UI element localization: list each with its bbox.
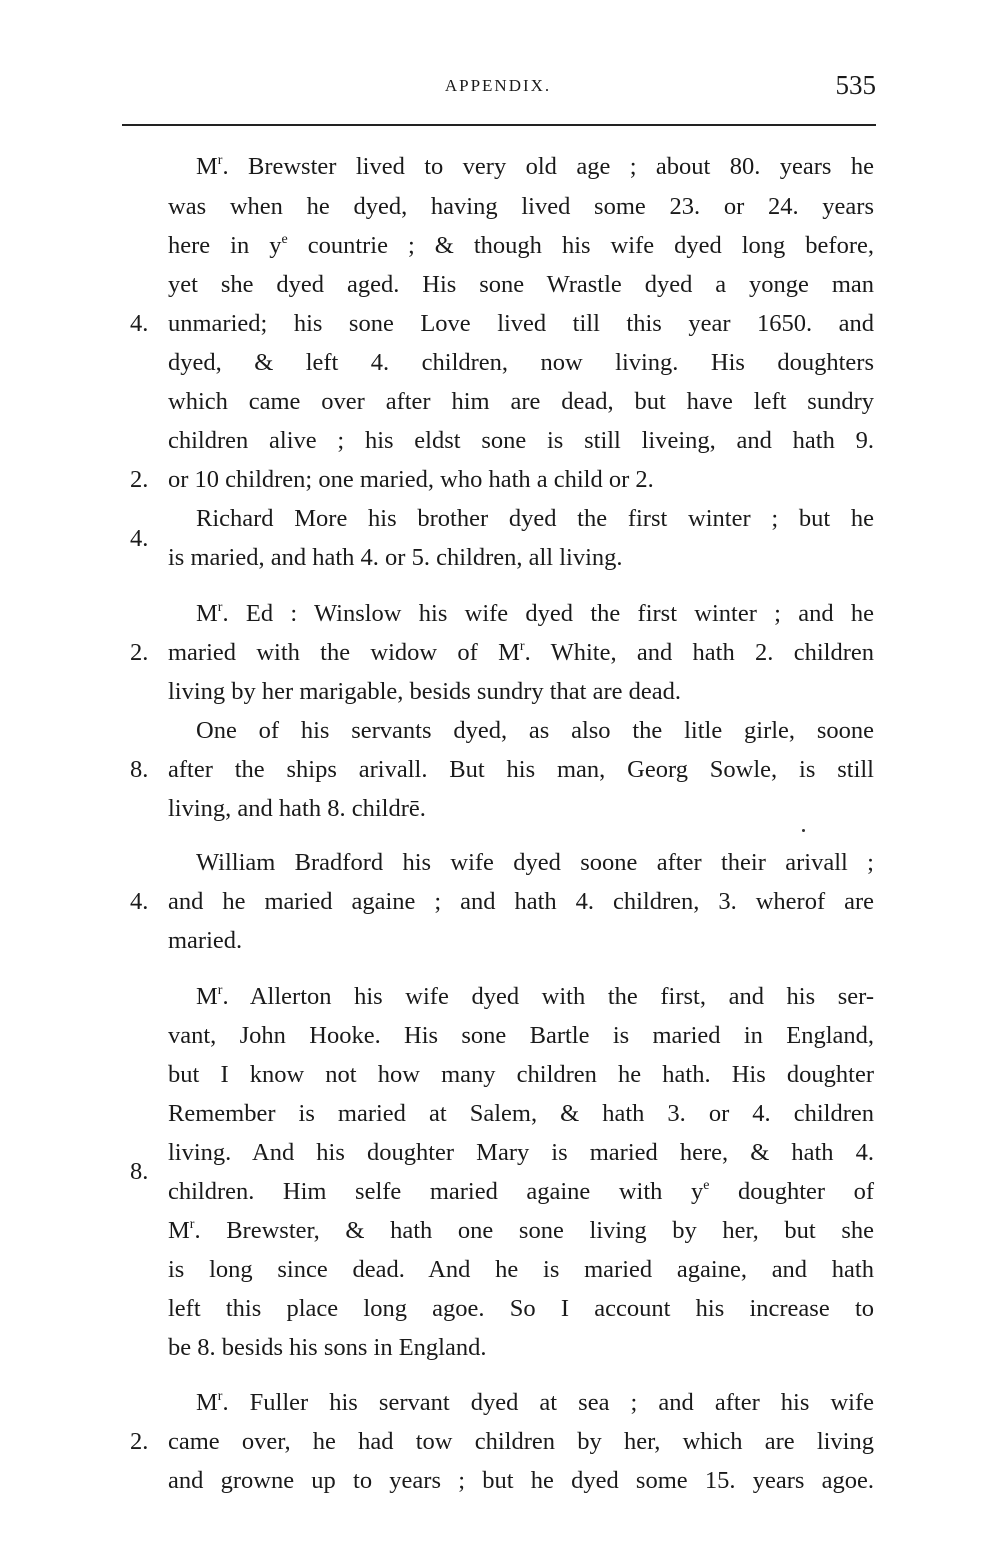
stray-mark	[802, 829, 805, 832]
text-line: unmaried; his sone Love lived till this year 1650. and	[168, 310, 874, 337]
text-line: be 8. besids his sons in England.	[168, 1334, 487, 1361]
text-line: William Bradford his wife dyed soone after their arivall ;	[196, 849, 874, 876]
margin-number: 8.	[130, 1158, 149, 1185]
text-line: or 10 children; one maried, who hath a child or 2.	[168, 466, 654, 493]
text-line: $M^r$. Brewster, & hath one sone living by her, but she	[168, 1217, 874, 1244]
margin-number: 2.	[130, 639, 149, 666]
header-rule	[122, 124, 876, 126]
page-header	[120, 70, 876, 106]
text-line: Richard More his brother dyed the first winter ; but he	[196, 505, 874, 532]
margin-number: 4.	[130, 525, 149, 552]
text-line: and he maried againe ; and hath 4. children, 3. wherof are	[168, 888, 874, 915]
margin-number: 4.	[130, 310, 149, 337]
text-line: One of his servants dyed, as also the litle girle, soone	[196, 717, 874, 744]
text-line: children alive ; his eldst sone is still liveing, and hath 9.	[168, 427, 874, 454]
text-line: is long since dead. And he is maried againe, and hath	[168, 1256, 874, 1283]
text-line: living, and hath 8. childrē.	[168, 795, 426, 822]
running-head: APPENDIX.	[444, 76, 552, 95]
text-line: Remember is maried at Salem, & hath 3. or 4. children	[168, 1100, 874, 1127]
text-line: living. And his doughter Mary is maried here, & hath 4.	[168, 1139, 874, 1166]
text-line: $M^r$. Brewster lived to very old age ; about 80. years he	[196, 153, 874, 180]
text-line: maried.	[168, 927, 243, 954]
text-line: was when he dyed, having lived some 23. or 24. years	[168, 193, 874, 220]
text-line: left this place long agoe. So I account his increase to	[168, 1295, 874, 1322]
text-line: maried with the widow of $M^r$. White, and hath 2. children	[168, 639, 874, 666]
text-line: after the ships arivall. But his man, Georg Sowle, is still	[168, 756, 874, 783]
margin-number: 4.	[130, 888, 149, 915]
margin-number: 2.	[130, 1428, 149, 1455]
text-line: and growne up to years ; but he dyed some 15. years agoe.	[168, 1467, 874, 1494]
text-line: but I know not how many children he hath. His doughter	[168, 1061, 874, 1088]
text-line: children. Him selfe maried againe with $y^e$ doughter of	[168, 1178, 874, 1205]
text-line: vant, John Hooke. His sone Bartle is maried in England,	[168, 1022, 874, 1049]
text-line: which came over after him are dead, but have left sundry	[168, 388, 874, 415]
text-line: is maried, and hath 4. or 5. children, all living.	[168, 544, 623, 571]
text-line: $M^r$. Fuller his servant dyed at sea ; and after his wife	[196, 1389, 874, 1416]
margin-number: 2.	[130, 466, 149, 493]
margin-number: 8.	[130, 756, 149, 783]
text-line: $M^r$. Allerton his wife dyed with the first, and his ser-	[196, 983, 874, 1010]
text-line: $M^r$. Ed : Winslow his wife dyed the first winter ; and he	[196, 600, 874, 627]
text-line: living by her marigable, besids sundry that are dead.	[168, 678, 681, 705]
text-line: came over, he had tow children by her, which are living	[168, 1428, 874, 1455]
text-line: yet she dyed aged. His sone Wrastle dyed a yonge man	[168, 271, 874, 298]
page-number: 535	[835, 70, 876, 100]
text-line: dyed, & left 4. children, now living. His doughters	[168, 349, 874, 376]
text-line: here in $y^e$ countrie ; & though his wife dyed long before,	[168, 232, 874, 259]
